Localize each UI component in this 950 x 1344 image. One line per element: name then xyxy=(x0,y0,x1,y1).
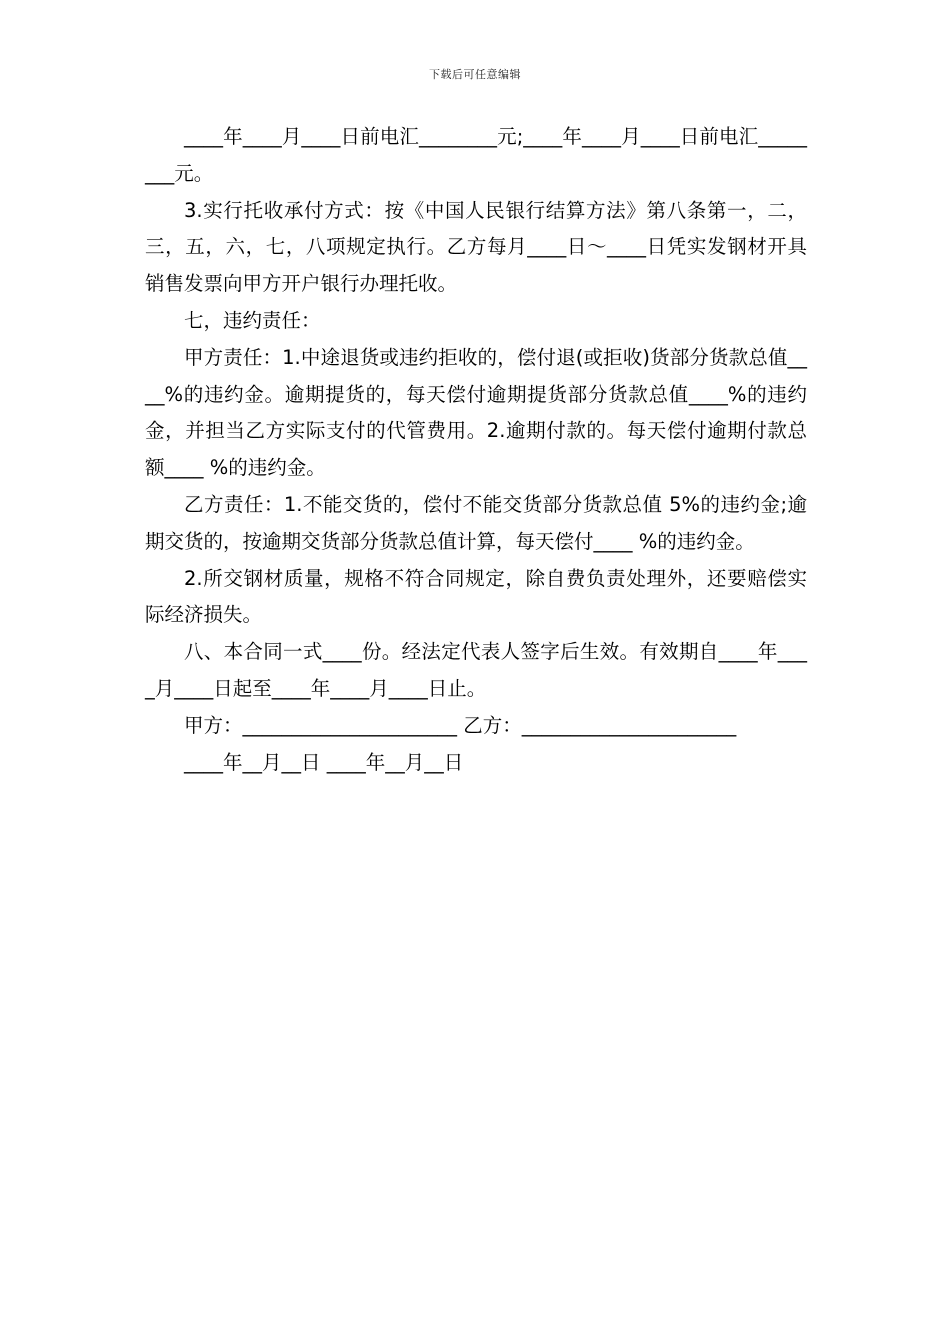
section-heading-liability: 七，违约责任： xyxy=(184,308,321,332)
paragraph-collection-method: 3.实行托收承付方式：按《中国人民银行结算方法》第八条第一，二，三，五，六，七，八项规定执行。乙方每月____日～____日凭实发钢材开具销售发票向甲方开户银行办理托收。 xyxy=(145,198,807,296)
paragraph-payment-wire: ____年____月____日前电汇________元;____年____月____日前电汇________元。 xyxy=(145,125,807,185)
document-body xyxy=(145,119,807,781)
signature-date-line: ____年__月__日 ____年__月__日 xyxy=(184,750,464,774)
paragraph-party-b-liability: 乙方责任：1.不能交货的，偿付不能交货部分货款总值 5%的违约金;逾期交货的，按逾期交货部分货款总值计算，每天偿付____ %的违约金。 xyxy=(145,492,807,553)
paragraph-party-a-liability: 甲方责任：1.中途退货或违约拒收的，偿付退(或拒收)货部分货款总值____%的违约金。逾期提货的，每天偿付逾期提货部分货款总值____%的违约金，并担当乙方实际支付的代管费用。2.逾期付款的。每天偿付逾期付款总额____ %的违约金。 xyxy=(145,345,807,480)
signature-party-line: 甲方：______________________ 乙方：______________________ xyxy=(184,713,737,737)
paragraph-quality-clause: 2.所交钢材质量，规格不符合同规定，除自费负责处理外，还要赔偿实际经济损失。 xyxy=(145,566,807,627)
paragraph-contract-copies: 八、本合同一式____份。经法定代表人签字后生效。有效期自____年____月____日起至____年____月____日止。 xyxy=(145,640,807,700)
header-note: 下载后可任意编辑 xyxy=(429,68,521,81)
